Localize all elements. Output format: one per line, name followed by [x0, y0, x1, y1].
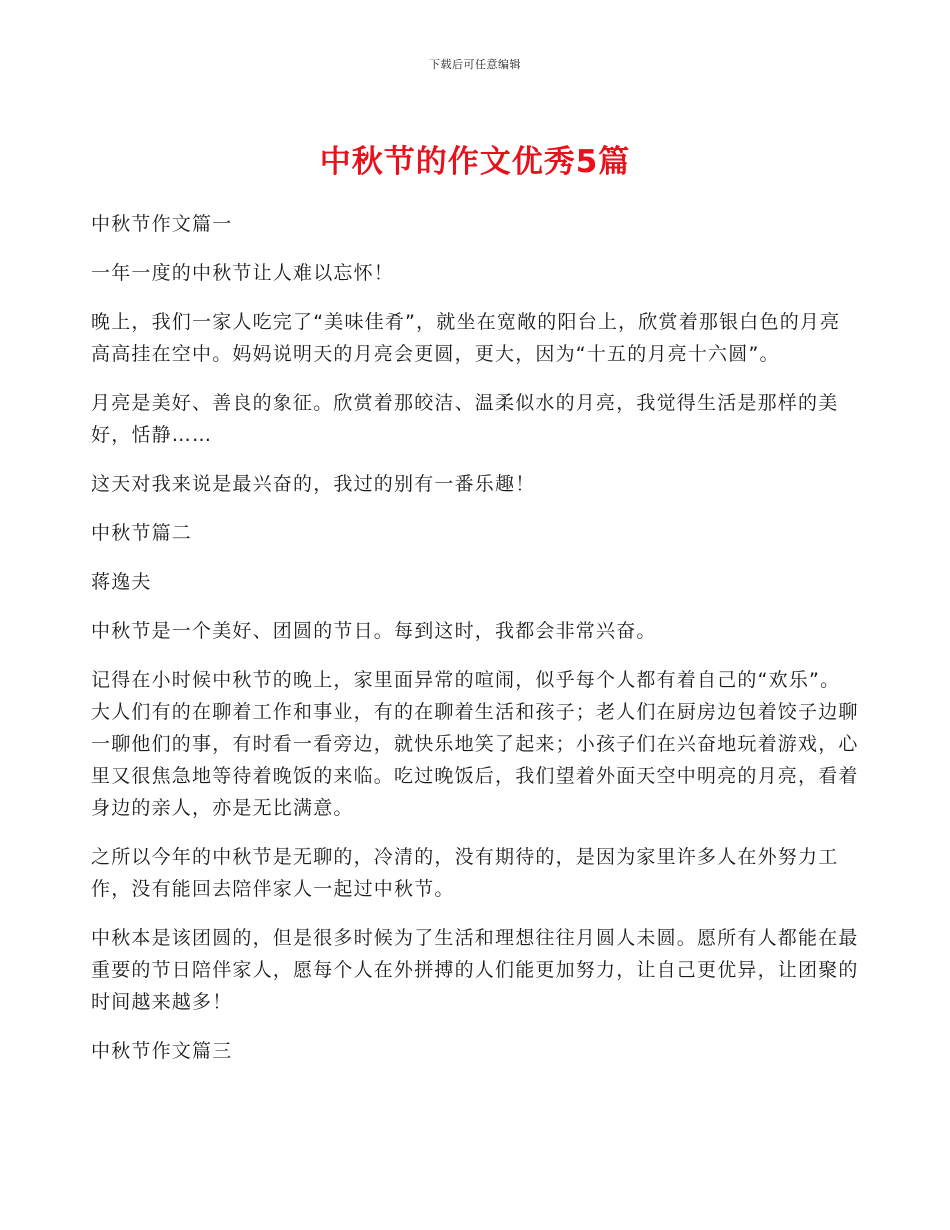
section-heading-3: 中秋节作文篇三: [91, 1040, 233, 1062]
paragraph: 晚上，我们一家人吃完了“美味佳肴”，就坐在宽敞的阳台上，欣赏着那银白色的月亮高高挂在空中。妈妈说明天的月亮会更圆，更大，因为“十五的月亮十六圆”。: [91, 311, 841, 365]
document-body: [91, 208, 859, 1084]
paragraph: 中秋本是该团圆的，但是很多时候为了生活和理想往往月圆人未圆。愿所有人都能在最重要的节日陪伴家人，愿每个人在外拼搏的人们能更加努力，让自己更优异，让团聚的时间越来越多！: [91, 927, 859, 1013]
document-title: 中秋节的作文优秀5篇: [319, 144, 631, 180]
paragraph: 一年一度的中秋节让人难以忘怀！: [91, 262, 395, 284]
section-heading-1: 中秋节作文篇一: [91, 213, 233, 235]
section-heading-2: 中秋节篇二: [91, 522, 193, 544]
paragraph: 月亮是美好、善良的象征。欣赏着那皎洁、温柔似水的月亮，我觉得生活是那样的美好，恬静……: [91, 392, 839, 446]
page-header-note: 下载后可任意编辑: [429, 58, 521, 71]
paragraph: 中秋节是一个美好、团圆的节日。每到这时，我都会非常兴奋。: [91, 620, 657, 642]
paragraph: 这天对我来说是最兴奋的，我过的别有一番乐趣！: [91, 473, 536, 495]
author-name: 蒋逸夫: [91, 571, 152, 593]
paragraph: 记得在小时候中秋节的晚上，家里面异常的喧闹，似乎每个人都有着自己的“欢乐”。大人们有的在聊着工作和事业，有的在聊着生活和孩子；老人们在厨房边包着饺子边聊一聊他们的事，有时看一看旁边，就快乐地笑了起来；小孩子们在兴奋地玩着游戏，心里又很焦急地等待着晚饭的来临。吃过晚饭后，我们望着外面天空中明亮的月亮，看着身边的亲人，亦是无比满意。: [91, 669, 859, 819]
paragraph: 之所以今年的中秋节是无聊的，冷清的，没有期待的，是因为家里许多人在外努力工作，没有能回去陪伴家人一起过中秋节。: [91, 846, 839, 900]
